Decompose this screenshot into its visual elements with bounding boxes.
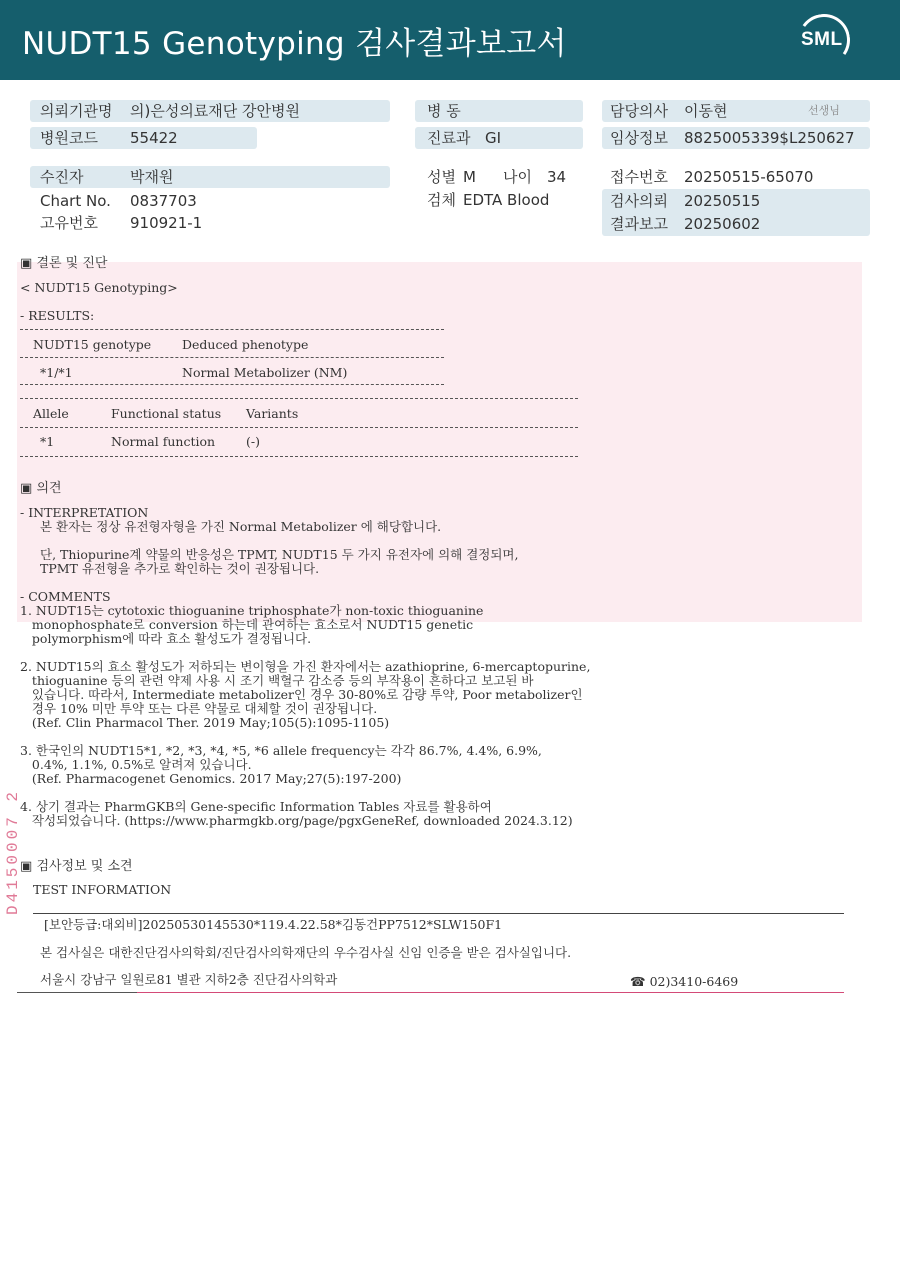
section-opinion-title: 의견 bbox=[36, 481, 62, 496]
unique-no-field bbox=[30, 212, 390, 234]
interpretation-line: TPMT 유전형을 추가로 확인하는 것이 권장됩니다. bbox=[40, 561, 320, 576]
section-conclusion-heading bbox=[20, 252, 108, 271]
patient-label: 수진자 bbox=[40, 168, 84, 186]
comment-line: (Ref. Pharmacogenet Genomics. 2017 May;27(5):197-200) bbox=[20, 771, 402, 786]
genotype-header: NUDT15 genotype bbox=[33, 337, 152, 352]
comment-line: 작성되었습니다. (https://www.pharmgkb.org/page/pgxGeneRef, downloaded 2024.3.12) bbox=[20, 813, 573, 828]
institution-value: 의)은성의료재단 강안병원 bbox=[130, 102, 301, 120]
ward-field bbox=[415, 100, 583, 122]
variants-value: (-) bbox=[246, 434, 260, 449]
sex-label: 성별 bbox=[427, 168, 456, 186]
divider bbox=[20, 456, 578, 457]
hospital-code-value: 55422 bbox=[130, 129, 178, 147]
ward-label: 병 동 bbox=[427, 102, 461, 120]
comment-line: 있습니다. 따라서, Intermediate metabolizer인 경우 30-80%로 감량 투약, Poor metabolizer인 bbox=[20, 687, 583, 702]
certification-text: 본 검사실은 대한진단검사의학회/진단검사의학재단의 우수검사실 신임 인증을 받은 검사실입니다. bbox=[40, 945, 572, 960]
functional-status-header: Functional status bbox=[111, 406, 222, 421]
comment-line: 1. NUDT15는 cytotoxic thioguanine triphosphate가 non-toxic thioguanine bbox=[20, 603, 484, 618]
divider bbox=[20, 357, 444, 358]
request-date-label: 검사의뢰 bbox=[610, 192, 668, 210]
comment-line: 경우 10% 미만 투약 또는 다른 약물로 대체할 것이 권장됩니다. bbox=[20, 701, 378, 716]
phenotype-header: Deduced phenotype bbox=[182, 337, 309, 352]
section-conclusion-title: 결론 및 진단 bbox=[36, 256, 108, 271]
receipt-no-value: 20250515-65070 bbox=[684, 168, 814, 186]
receipt-no-field bbox=[602, 166, 870, 188]
divider bbox=[20, 384, 444, 385]
doctor-label: 담당의사 bbox=[610, 102, 668, 120]
doctor-field bbox=[602, 100, 870, 122]
comment-line: 0.4%, 1.1%, 0.5%로 알려져 있습니다. bbox=[20, 757, 252, 772]
results-label: - RESULTS: bbox=[20, 308, 95, 323]
phenotype-value: Normal Metabolizer (NM) bbox=[182, 365, 348, 380]
report-date-value: 20250602 bbox=[684, 215, 761, 233]
comments-label: - COMMENTS bbox=[20, 589, 111, 604]
footer-code: [보안등급:대외비]20250530145530*119.4.22.58*김동건PP7512*SLW150F1 bbox=[44, 917, 503, 932]
chart-label: Chart No. bbox=[40, 192, 111, 210]
report-title: NUDT15 Genotyping 검사결과보고서 bbox=[22, 26, 567, 62]
institution-field bbox=[30, 100, 390, 122]
department-field bbox=[415, 127, 583, 149]
lab-address: 서울시 강남구 일원로81 별관 지하2층 진단검사의학과 bbox=[40, 972, 338, 987]
sex-value: M bbox=[463, 168, 476, 186]
clinical-info-field bbox=[602, 127, 870, 149]
chart-value: 0837703 bbox=[130, 192, 197, 210]
specimen-value: EDTA Blood bbox=[463, 191, 550, 209]
unique-no-value: 910921-1 bbox=[130, 214, 203, 232]
request-date-value: 20250515 bbox=[684, 192, 761, 210]
section-opinion-heading bbox=[20, 477, 62, 496]
square-bullet-icon: ▣ bbox=[20, 256, 33, 271]
genotype-value: *1/*1 bbox=[40, 365, 73, 380]
allele-header: Allele bbox=[33, 406, 69, 421]
hospital-code-field bbox=[30, 127, 257, 149]
divider bbox=[20, 398, 578, 399]
phone-number: 02)3410-6469 bbox=[649, 974, 739, 989]
specimen-field bbox=[415, 189, 583, 211]
logo-text: SML bbox=[801, 29, 843, 50]
phone-icon: ☎ bbox=[630, 974, 646, 989]
patient-field bbox=[30, 166, 390, 188]
unique-no-label: 고유번호 bbox=[40, 214, 98, 232]
department-value: GI bbox=[485, 129, 502, 147]
interpretation-label: - INTERPRETATION bbox=[20, 505, 149, 520]
section-test-info-heading bbox=[20, 855, 133, 874]
square-bullet-icon: ▣ bbox=[20, 859, 33, 874]
square-bullet-icon: ▣ bbox=[20, 481, 33, 496]
patient-value: 박재원 bbox=[130, 168, 174, 186]
hospital-code-label: 병원코드 bbox=[40, 129, 98, 147]
clinical-info-value: 8825005339$L250627 bbox=[684, 129, 855, 147]
functional-status-value: Normal function bbox=[111, 434, 216, 449]
interpretation-line: 본 환자는 정상 유전형자형을 가진 Normal Metabolizer 에 해당합니다. bbox=[40, 519, 442, 534]
divider bbox=[33, 913, 844, 914]
test-name: < NUDT15 Genotyping> bbox=[20, 280, 178, 295]
receipt-no-label: 접수번호 bbox=[610, 168, 668, 186]
sml-logo bbox=[798, 14, 850, 66]
comment-line: 3. 한국인의 NUDT15*1, *2, *3, *4, *5, *6 allele frequency는 각각 86.7%, 4.4%, 6.9%, bbox=[20, 743, 542, 758]
divider bbox=[17, 992, 137, 993]
chart-field bbox=[30, 190, 390, 212]
comment-line: 2. NUDT15의 효소 활성도가 저하되는 변이형을 가진 환자에서는 azathioprine, 6-mercaptopurine, bbox=[20, 659, 591, 674]
report-date-label: 결과보고 bbox=[610, 215, 668, 233]
comment-line: (Ref. Clin Pharmacol Ther. 2019 May;105(5):1095-1105) bbox=[20, 715, 390, 730]
interpretation-line: 단, Thiopurine계 약물의 반응성은 TPMT, NUDT15 두 가지 유전자에 의해 결정되며, bbox=[40, 547, 519, 562]
allele-value: *1 bbox=[40, 434, 55, 449]
section-test-info-title: 검사정보 및 소견 bbox=[36, 859, 133, 874]
clinical-info-label: 임상정보 bbox=[610, 129, 668, 147]
lab-phone bbox=[630, 975, 738, 989]
report-header bbox=[0, 0, 900, 80]
age-value: 34 bbox=[547, 168, 567, 186]
comment-line: thioguanine 등의 관련 약제 사용 시 조기 백혈구 감소증 등의 부작용이 흔하다고 보고된 바 bbox=[20, 673, 534, 688]
doctor-value: 이동현 bbox=[684, 102, 728, 120]
age-label: 나이 bbox=[503, 168, 532, 186]
institution-label: 의뢰기관명 bbox=[40, 102, 113, 120]
sex-age-field bbox=[415, 166, 583, 188]
test-info-label: TEST INFORMATION bbox=[33, 882, 172, 897]
request-date-field bbox=[602, 190, 870, 212]
divider bbox=[20, 329, 444, 330]
department-label: 진료과 bbox=[427, 129, 471, 147]
specimen-label: 검체 bbox=[427, 191, 456, 209]
report-date-field bbox=[602, 213, 870, 235]
comment-line: polymorphism에 따라 효소 활성도가 결정됩니다. bbox=[20, 631, 312, 646]
comment-line: monophosphate로 conversion 하는데 관여하는 효소로서 NUDT15 genetic bbox=[20, 617, 474, 632]
variants-header: Variants bbox=[246, 406, 299, 421]
comment-line: 4. 상기 결과는 PharmGKB의 Gene-specific Information Tables 자료를 활용하여 bbox=[20, 799, 492, 814]
footer-divider bbox=[137, 992, 844, 993]
divider bbox=[20, 427, 578, 428]
side-stamp: D4150007 2 bbox=[4, 788, 22, 915]
doctor-suffix: 선생님 bbox=[808, 104, 840, 117]
